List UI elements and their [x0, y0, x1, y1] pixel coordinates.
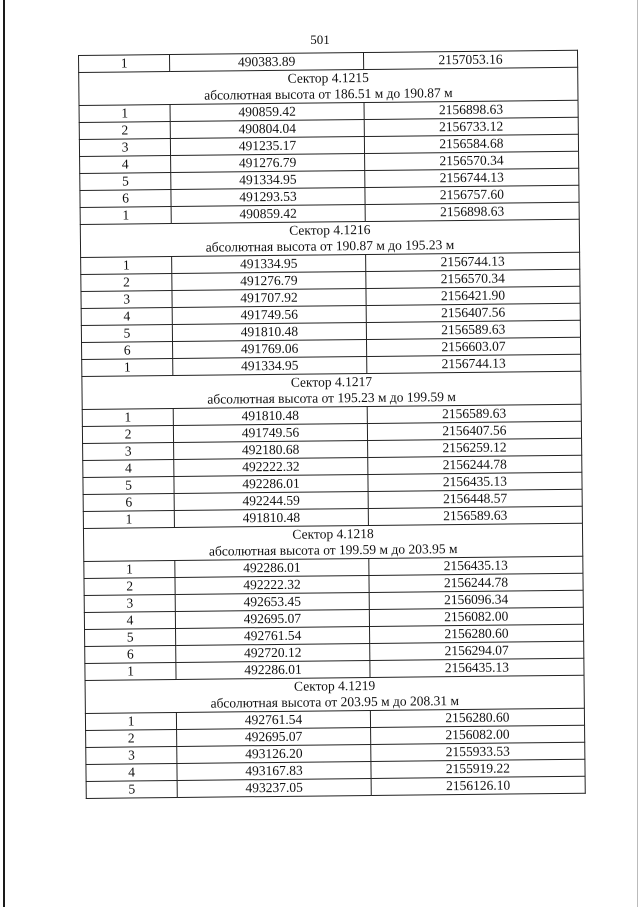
- point-number-cell: 2: [84, 578, 175, 596]
- point-number-cell: 2: [81, 274, 172, 292]
- coordinates-table: [78, 50, 586, 799]
- point-number-cell: 1: [83, 511, 174, 529]
- sector-title: Сектор 4.1219: [293, 677, 376, 694]
- scan-border-left: [3, 0, 5, 907]
- y-coordinate-cell: 2156584.68: [364, 134, 578, 153]
- point-number-cell: 1: [81, 257, 172, 275]
- point-number-cell: 6: [82, 342, 173, 360]
- y-coordinate-cell: 2156280.60: [369, 624, 583, 643]
- y-coordinate-cell: 2156421.90: [366, 286, 580, 305]
- x-coordinate-cell: 492720.12: [176, 643, 370, 662]
- y-coordinate-cell: 2156570.34: [366, 269, 580, 288]
- y-coordinate-cell: 2156757.60: [365, 185, 579, 204]
- sector-header-row: [83, 523, 582, 561]
- scan-border-right: [637, 0, 638, 907]
- point-number-cell: 4: [86, 764, 177, 782]
- sector-header-row: [79, 67, 578, 105]
- sector-height-range: абсолютная высота от 195.23 м до 199.59 м: [207, 389, 456, 407]
- x-coordinate-cell: 491334.95: [171, 171, 365, 190]
- sector-height-range: абсолютная высота от 203.95 м до 208.31 м: [210, 693, 460, 711]
- sector-header-cell: [80, 219, 579, 257]
- x-coordinate-cell: 490383.89: [170, 53, 364, 72]
- point-number-cell: 1: [85, 663, 176, 681]
- x-coordinate-cell: 491293.53: [171, 188, 365, 207]
- point-number-cell: 4: [81, 308, 172, 326]
- x-coordinate-cell: 492761.54: [177, 710, 371, 729]
- x-coordinate-cell: 490859.42: [171, 205, 365, 224]
- y-coordinate-cell: 2156407.56: [366, 303, 580, 322]
- y-coordinate-cell: 2156898.63: [364, 100, 578, 119]
- point-number-cell: 1: [79, 105, 170, 123]
- sector-title: Сектор 4.1215: [287, 69, 369, 86]
- y-coordinate-cell: 2156435.13: [369, 556, 583, 575]
- x-coordinate-cell: 491235.17: [171, 137, 365, 156]
- x-coordinate-cell: 492222.32: [174, 457, 368, 476]
- y-coordinate-cell: 2156603.07: [366, 337, 580, 356]
- point-number-cell: 1: [85, 713, 176, 731]
- point-number-cell: 2: [86, 730, 177, 748]
- sector-header-row: [80, 219, 579, 257]
- point-number-cell: 1: [84, 561, 175, 579]
- x-coordinate-cell: 490859.42: [170, 103, 364, 122]
- y-coordinate-cell: 2156898.63: [365, 202, 579, 221]
- point-number-cell: 6: [80, 190, 171, 208]
- point-number-cell: 5: [83, 477, 174, 495]
- x-coordinate-cell: 491810.48: [174, 508, 368, 527]
- point-number-cell: 3: [83, 443, 174, 461]
- x-coordinate-cell: 493126.20: [177, 744, 371, 763]
- x-coordinate-cell: 491749.56: [174, 423, 368, 442]
- x-coordinate-cell: 493167.83: [177, 761, 371, 780]
- point-number-cell: 6: [85, 646, 176, 664]
- point-number-cell: 3: [84, 595, 175, 613]
- x-coordinate-cell: 493237.05: [177, 778, 371, 797]
- point-number-cell: 5: [80, 173, 171, 191]
- y-coordinate-cell: 2156733.12: [364, 117, 578, 136]
- y-coordinate-cell: 2156259.12: [367, 438, 581, 457]
- sector-height-range: абсолютная высота от 199.59 м до 203.95 м: [208, 541, 458, 559]
- x-coordinate-cell: 491276.79: [172, 271, 366, 290]
- point-number-cell: 2: [82, 426, 173, 444]
- sector-header-cell: [82, 371, 581, 409]
- x-coordinate-cell: 491769.06: [173, 339, 367, 358]
- y-coordinate-cell: 2156407.56: [367, 421, 581, 440]
- x-coordinate-cell: 491334.95: [173, 356, 367, 375]
- x-coordinate-cell: 492695.07: [176, 609, 370, 628]
- x-coordinate-cell: 491749.56: [172, 305, 366, 324]
- sector-title: Сектор 4.1216: [289, 221, 371, 238]
- point-number-cell: 4: [84, 612, 175, 630]
- y-coordinate-cell: 2156244.78: [369, 573, 583, 592]
- x-coordinate-cell: 492286.01: [174, 474, 368, 493]
- point-number-cell: 1: [82, 409, 173, 427]
- y-coordinate-cell: 2156082.00: [369, 607, 583, 626]
- x-coordinate-cell: 492695.07: [177, 727, 371, 746]
- page-number: 501: [310, 32, 330, 47]
- y-coordinate-cell: 2156435.13: [368, 472, 582, 491]
- y-coordinate-cell: 2156244.78: [368, 455, 582, 474]
- point-number-cell: 4: [80, 156, 171, 174]
- sector-header-cell: [83, 523, 582, 561]
- x-coordinate-cell: 492222.32: [175, 575, 369, 594]
- point-number-cell: 1: [79, 55, 170, 73]
- y-coordinate-cell: 2156082.00: [370, 725, 584, 744]
- x-coordinate-cell: 492244.59: [174, 491, 368, 510]
- x-coordinate-cell: 492180.68: [174, 440, 368, 459]
- y-coordinate-cell: 2156589.63: [368, 506, 582, 525]
- sector-header-row: [82, 371, 581, 409]
- y-coordinate-cell: 2156744.13: [365, 168, 579, 187]
- x-coordinate-cell: 492653.45: [175, 592, 369, 611]
- point-number-cell: 4: [83, 460, 174, 478]
- x-coordinate-cell: 491334.95: [172, 255, 366, 274]
- point-number-cell: 1: [80, 207, 171, 225]
- sector-header-cell: [85, 675, 584, 713]
- y-coordinate-cell: 2155933.53: [371, 742, 585, 761]
- x-coordinate-cell: 491707.92: [172, 288, 366, 307]
- point-number-cell: 3: [86, 747, 177, 765]
- point-number-cell: 3: [79, 139, 170, 157]
- sector-title: Сектор 4.1218: [292, 525, 374, 542]
- y-coordinate-cell: 2156744.13: [365, 252, 579, 271]
- point-number-cell: 1: [82, 359, 173, 377]
- point-number-cell: 5: [81, 325, 172, 343]
- y-coordinate-cell: 2156294.07: [370, 641, 584, 660]
- coordinates-table-body: [79, 50, 586, 798]
- sector-title: Сектор 4.1217: [290, 373, 373, 390]
- y-coordinate-cell: 2156744.13: [367, 354, 581, 373]
- x-coordinate-cell: 491810.48: [173, 322, 367, 341]
- y-coordinate-cell: 2156435.13: [370, 658, 584, 677]
- sector-header-row: [85, 675, 584, 713]
- x-coordinate-cell: 490804.04: [170, 120, 364, 139]
- x-coordinate-cell: 491810.48: [173, 406, 367, 425]
- y-coordinate-cell: 2156280.60: [370, 708, 584, 727]
- y-coordinate-cell: 2156570.34: [364, 151, 578, 170]
- y-coordinate-cell: 2156126.10: [371, 776, 585, 795]
- point-number-cell: 5: [86, 781, 177, 799]
- point-number-cell: 6: [83, 494, 174, 512]
- x-coordinate-cell: 492286.01: [175, 558, 369, 577]
- y-coordinate-cell: 2155919.22: [371, 759, 585, 778]
- sector-header-cell: [79, 67, 578, 105]
- y-coordinate-cell: 2156096.34: [369, 590, 583, 609]
- sector-height-range: абсолютная высота от 190.87 м до 195.23 м: [205, 237, 455, 255]
- x-coordinate-cell: 492286.01: [176, 660, 370, 679]
- y-coordinate-cell: 2156448.57: [368, 489, 582, 508]
- y-coordinate-cell: 2157053.16: [363, 50, 577, 69]
- sector-height-range: абсолютная высота от 186.51 м до 190.87 м: [204, 85, 453, 103]
- x-coordinate-cell: 491276.79: [171, 154, 365, 173]
- y-coordinate-cell: 2156589.63: [367, 404, 581, 423]
- point-number-cell: 2: [79, 122, 170, 140]
- point-number-cell: 3: [81, 291, 172, 309]
- point-number-cell: 5: [85, 629, 176, 647]
- y-coordinate-cell: 2156589.63: [366, 320, 580, 339]
- x-coordinate-cell: 492761.54: [176, 626, 370, 645]
